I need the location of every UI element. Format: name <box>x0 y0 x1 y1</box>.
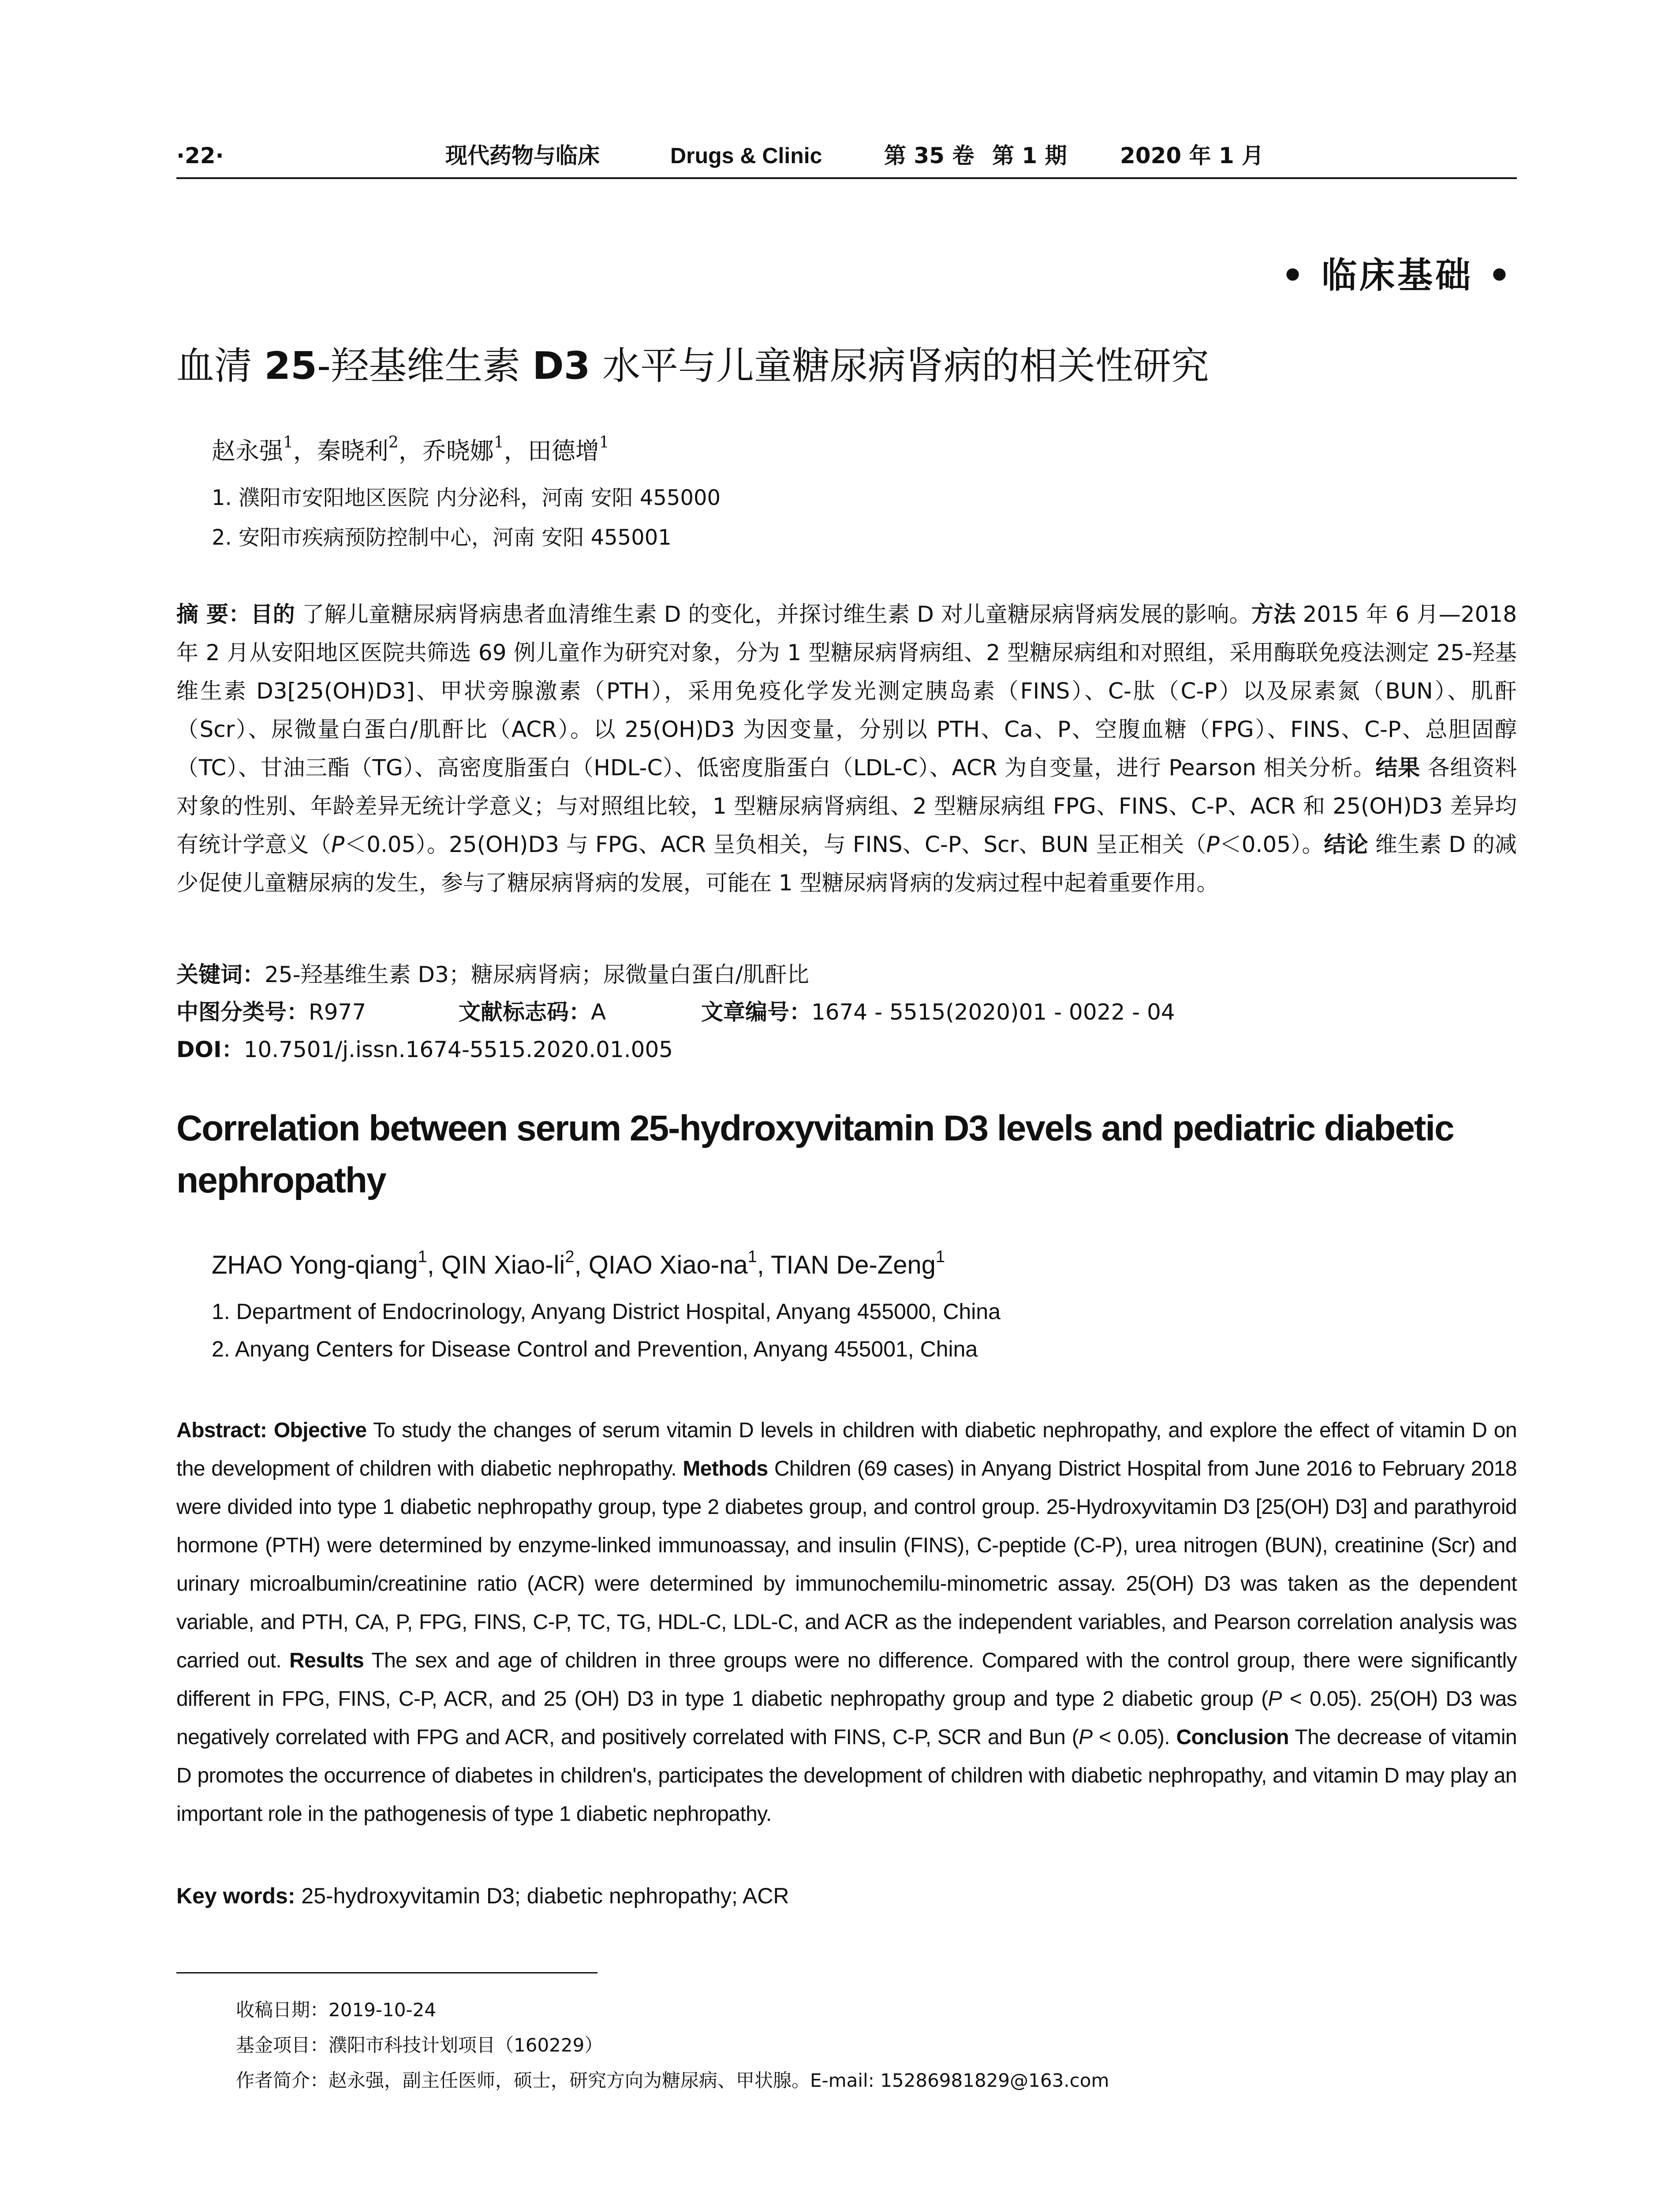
received-date: 收稿日期：2019-10-24 <box>236 1999 437 2021</box>
volume: 第 35 卷 <box>884 143 974 168</box>
authors-en: ZHAO Yong-qiang$^1$, QIN Xiao-$li^2$, QIAO Xiao-$na^1$, TIAN De-Zeng$^1$ <box>212 1248 945 1279</box>
journal-name-cn: 现代药物与临床 <box>445 142 600 168</box>
affiliation-en-2: 2. Anyang Centers for Disease Control and Prevention, Anyang 455001, China <box>212 1337 978 1361</box>
affiliation-en-1: 1. Department of Endocrinology, Anyang District Hospital, Anyang 455000, China <box>212 1299 1001 1324</box>
chinese-title: 血清 25-羟基维生素 D3 水平与儿童糖尿病肾病的相关性研究 <box>176 344 1209 388</box>
author-name: QIAO Xiao-na <box>588 1251 748 1279</box>
header-rule <box>176 177 1517 179</box>
section-label: • 临床基础 • <box>1281 254 1513 296</box>
author-name: ZHAO Yong-qiang <box>212 1251 418 1279</box>
affiliation-cn-1: 1. 濮阳市安阳地区医院 内分泌科，河南 安阳 455000 <box>212 486 721 510</box>
issue-date: 2020 年 1 月 <box>1120 143 1264 168</box>
page-number: ·22· <box>176 143 224 168</box>
author-bio: 作者简介：赵永强，副主任医师，硕士，研究方向为糖尿病、甲状腺。E-mail: 15286981829@163.com <box>236 2070 1109 2091</box>
footnote-rule <box>176 1972 597 1973</box>
abstract-en: Abstract: Objective To study the changes of serum vitamin D levels in children with diabetic nephropathy, and explore the effect of vitamin D on the development of children with diabetic nephropathy. Methods Children (69 cases) in Anyang District Hospital from June 2016 to February 2018 were divided into type 1 diabetic nephropathy group, type 2 diabetes group, and control group. 25-Hydroxyvitamin D3 [25(OH) D3] and parathyroid hormone (PTH) were determined by enzyme-linked immunoassay, and insulin (FINS), C-peptide (C-P), urea nitrogen (BUN), creatinine (Scr) and urinary microalbumin/creatinine ratio (ACR) were determined by immunochemilu-minometric assay. 25(OH) D3 was taken as the dependent variable, and PTH, CA, P, FPG, FINS, C-P, TC, TG, HDL-C, LDL-C, and ACR as the independent variables, and Pearson correlation analysis was carried out. Results The sex and age of children in three groups were no difference. Compared with the control group, there were significantly different in FPG, FINS, C-P, ACR, and 25 (OH) D3 in type 1 diabetic nephropathy group and type 2 diabetic group (P < 0.05). 25(OH) D3 was negatively correlated with FPG and ACR, and positively correlated with FINS, C-P, SCR and Bun (P < 0.05). Conclusion The decrease of vitamin D promotes the occurrence of diabetes in children's, participates the development of children with diabetic nephropathy, and vitamin D may play an important role in the pathogenesis of type 1 diabetic nephropathy. <box>176 1419 1517 1826</box>
authors-cn: 赵永强$^1$，秦晓利$^2$，乔晓娜$^1$，田德增$^1$ <box>212 434 609 465</box>
journal-name-en: Drugs & Clinic <box>670 143 822 168</box>
article-number: 文章编号：1674 - 5515(2020)01 - 0022 - 04 <box>701 999 1175 1025</box>
english-title: Correlation between serum 25-hydroxyvitamin D3 levels and pediatric diabetic nephropathy <box>176 1108 1454 1200</box>
abstract-cn: 摘 要：目的 了解儿童糖尿病肾病患者血清维生素 D 的变化，并探讨维生素 D 对儿童糖尿病肾病发展的影响。方法 2015 年 6 月—2018 年 2 月从安阳地区医院共筛选 69 例儿童作为研究对象，分为 1 型糖尿病肾病组、2 型糖尿病组和对照组，采用酶联免疫法测定 25-羟基维生素 D3[25(OH)D3]、甲状旁腺激素（PTH），采用免疫化学发光测定胰岛素（FINS）、C-肽（C-P）以及尿素氮（BUN）、肌酐（Scr）、尿微量白蛋白/肌酐比（ACR）。以 25(OH)D3 为因变量，分别以 PTH、Ca、P、空腹血糖（FPG）、FINS、C-P、总胆固醇（TC）、甘油三酯（TG）、高密度脂蛋白（HDL-C）、低密度脂蛋白（LDL-C）、ACR 为自变量，进行 Pearson 相关分析。结果 各组资料对象的性别、年龄差异无统计学意义；与对照组比较，1 型糖尿病肾病组、2 型糖尿病组 FPG、FINS、C-P、ACR 和 25(OH)D3 差异均有统计学意义（P＜0.05）。25(OH)D3 与 FPG、ACR 呈负相关，与 FINS、C-P、Scr、BUN 呈正相关（P＜0.05）。结论 维生素 D 的减少促使儿童糖尿病的发生，参与了糖尿病肾病的发展，可能在 1 型糖尿病肾病的发病过程中起着重要作用。 <box>176 602 1517 896</box>
issue: 第 1 期 <box>992 143 1067 168</box>
doi: DOI：10.7501/j.issn.1674-5515.2020.01.005 <box>176 1037 673 1062</box>
author-name: 乔晓娜 <box>422 437 494 465</box>
keywords-cn: 关键词：25-羟基维生素 D3；糖尿病肾病；尿微量白蛋白/肌酐比 <box>176 962 809 987</box>
document-code: 文献标志码：A <box>459 999 606 1025</box>
keywords-en: Key words: 25-hydroxyvitamin D3; diabetic nephropathy; ACR <box>176 1884 789 1908</box>
author-name: 赵永强 <box>212 437 283 465</box>
author-name: QIN Xiao-li <box>441 1251 565 1279</box>
affiliation-cn-2: 2. 安阳市疾病预防控制中心，河南 安阳 455001 <box>212 525 672 550</box>
clc-number: 中图分类号：R977 <box>176 999 366 1025</box>
fund-project: 基金项目：濮阳市科技计划项目（160229） <box>236 2034 603 2056</box>
author-name: 田德增 <box>527 437 599 465</box>
author-name: 秦晓利 <box>317 437 388 465</box>
author-name: TIAN De-Zeng <box>771 1251 936 1279</box>
